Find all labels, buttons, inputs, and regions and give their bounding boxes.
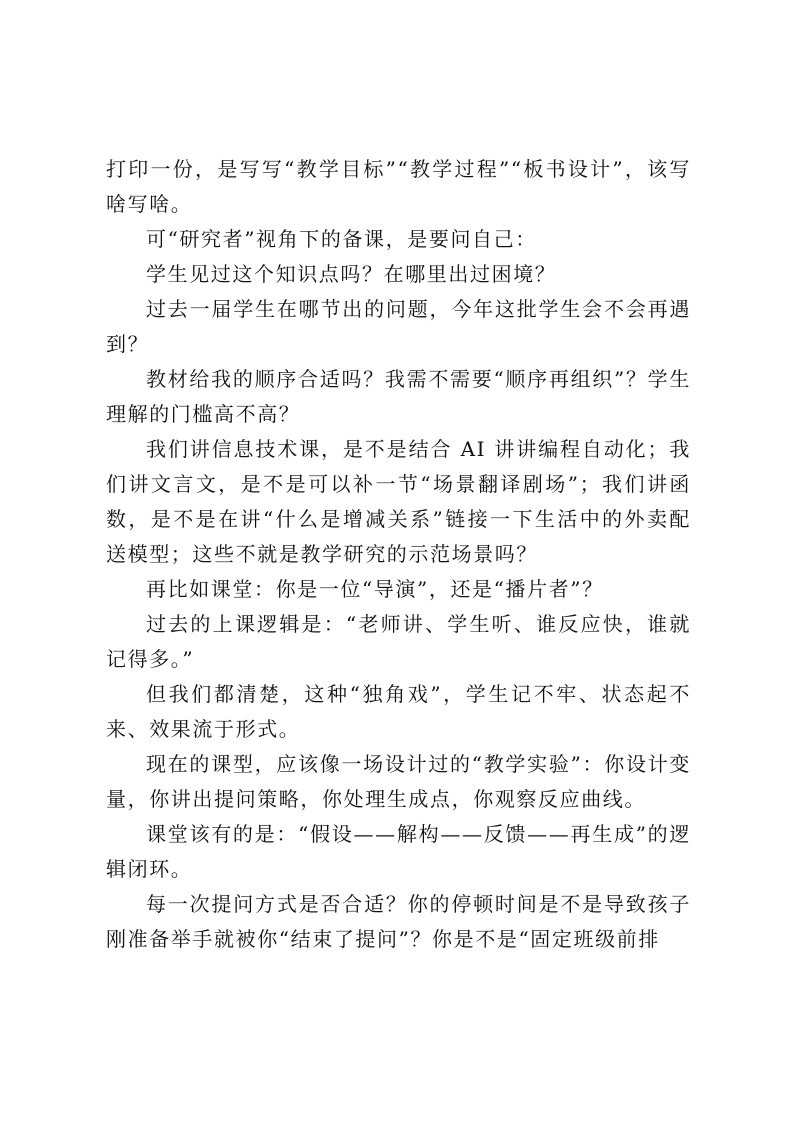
paragraph-12: 每一次提问方式是否合适？你的停顿时间是不是导致孩子刚准备举手就被你“结束了提问”？你是不是“固定班级前排 <box>106 892 691 951</box>
paragraph-1: 打印一份，是写写“教学目标”“教学过程”“板书设计”，该写啥写啥。 <box>106 157 691 216</box>
paragraph-9: 但我们都清楚，这种“独角戏”，学生记不牢、状态起不来、效果流于形式。 <box>106 682 691 741</box>
paragraph-2: 可“研究者”视角下的备课，是要问自己： <box>146 227 537 251</box>
paragraph-11: 课堂该有的是：“假设——解构——反馈——再生成”的逻辑闭环。 <box>106 822 691 881</box>
body-text <box>106 152 691 957</box>
paragraph-7: 再比如课堂：你是一位“导演”，还是“播片者”？ <box>146 577 604 601</box>
paragraph-10: 现在的课型，应该像一场设计过的“教学实验”：你设计变量，你讲出提问策略，你处理生成点，你观察反应曲线。 <box>106 752 691 811</box>
paragraph-6: 我们讲信息技术课，是不是结合 AI 讲讲编程自动化；我们讲文言文，是不是可以补一节“场景翻译剧场”；我们讲函数，是不是在讲“什么是增减关系”链接一下生活中的外卖配送模型；这些不就是教学研究的示范场景吗？ <box>106 437 691 566</box>
paragraph-8: 过去的上课逻辑是：“老师讲、学生听、谁反应快，谁就记得多。” <box>106 612 691 671</box>
paragraph-3: 学生见过这个知识点吗？在哪里出过困境？ <box>146 262 557 286</box>
paragraph-4: 过去一届学生在哪节出的问题，今年这批学生会不会再遇到？ <box>106 297 691 356</box>
paragraph-5: 教材给我的顺序合适吗？我需不需要“顺序再组织”？学生理解的门槛高不高？ <box>106 367 691 426</box>
